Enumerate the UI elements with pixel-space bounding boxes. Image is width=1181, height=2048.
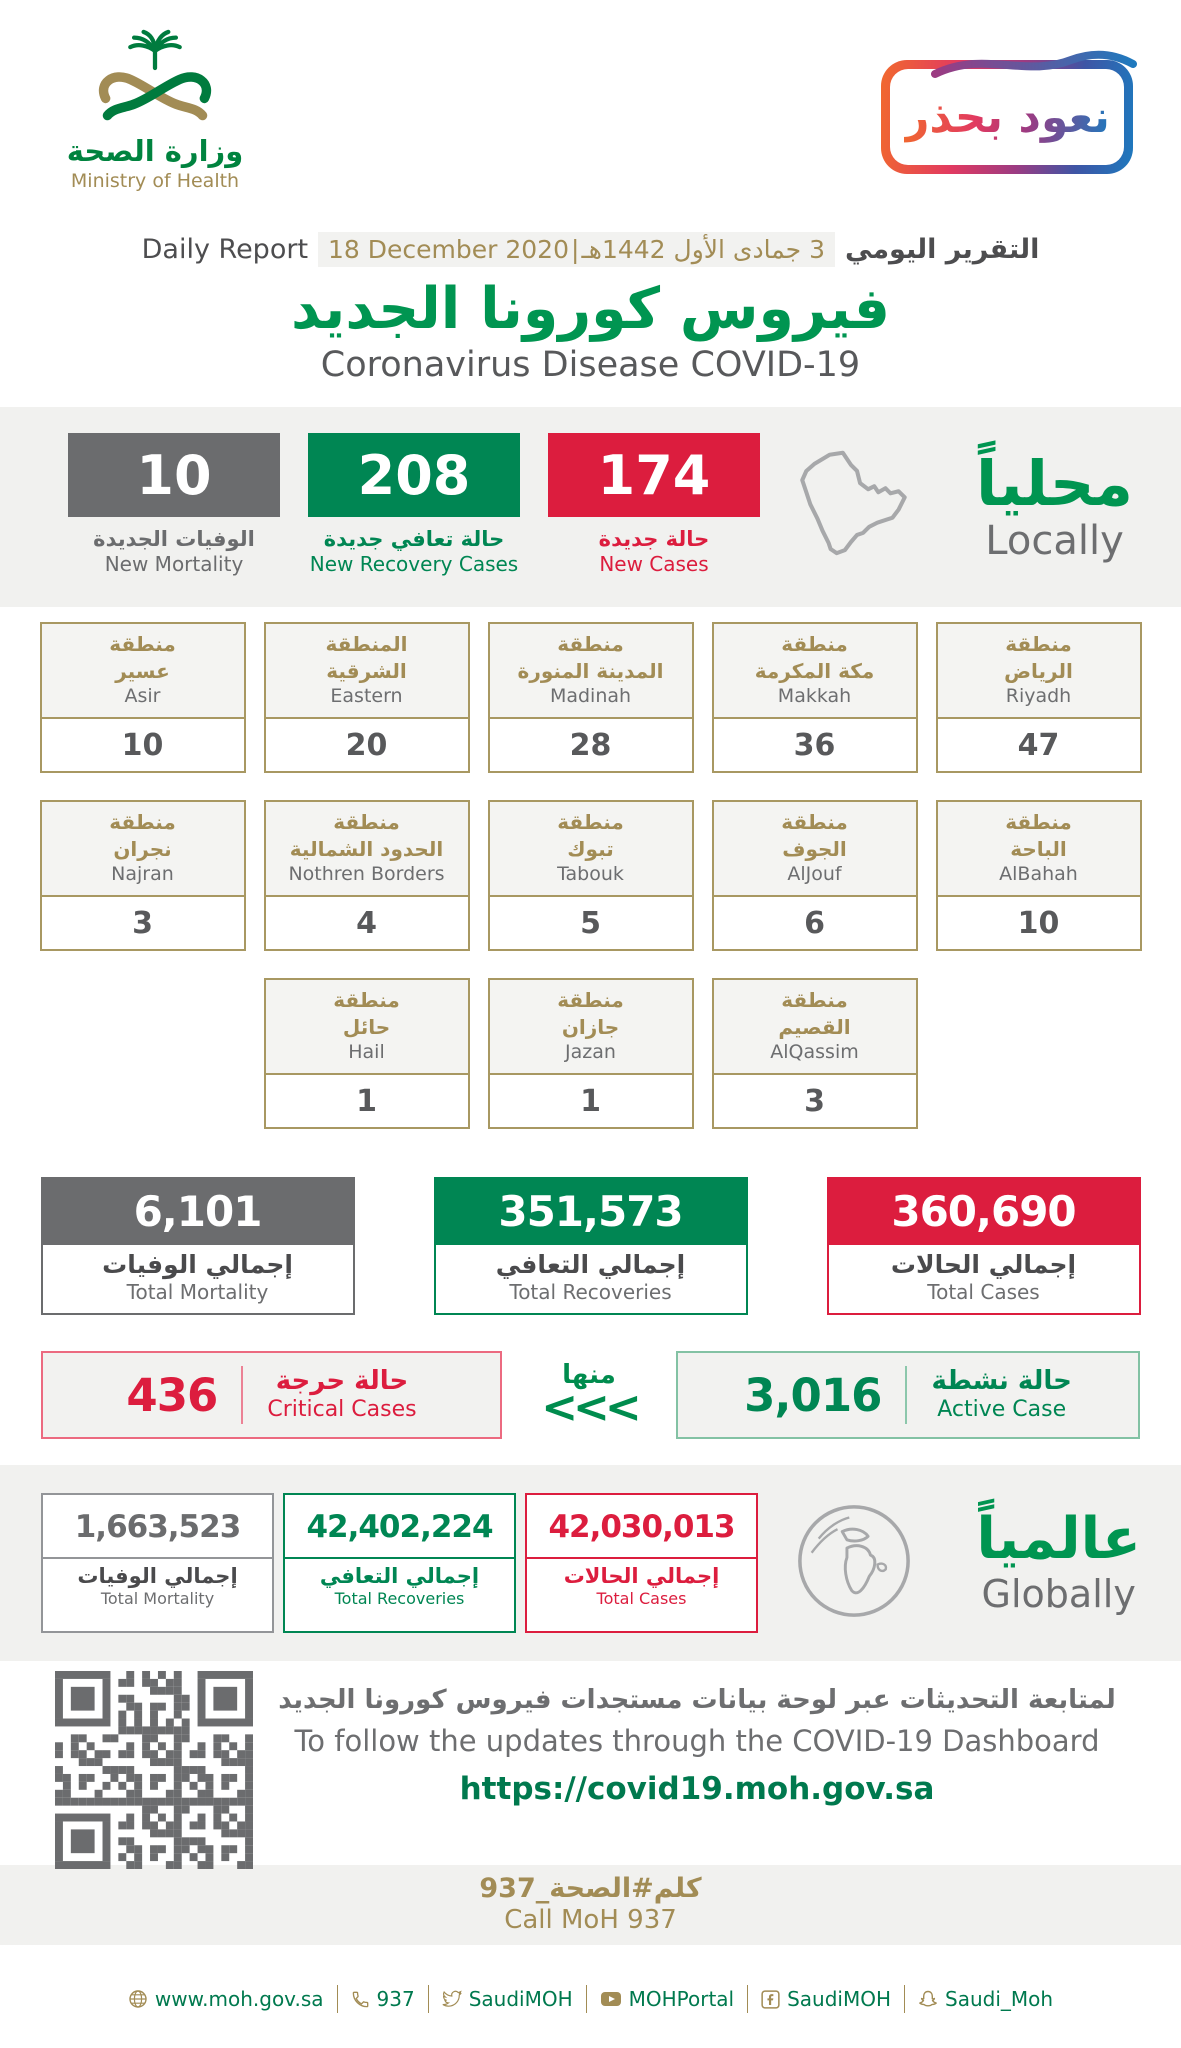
logo-title-en: Ministry of Health [70,170,240,192]
footer-link-phone[interactable] [351,1987,415,2011]
region-value: 20 [345,727,388,763]
new-recovery-value: 208 [308,433,520,517]
report-date-hijri: 3 جمادى الأول 1442هـ [581,234,825,264]
total-cases-ar: إجمالي الحالات [890,1250,1077,1279]
region-card-alqassim [712,978,918,1129]
region-name-ar: عسير [115,658,170,683]
region-name-en: Asir [124,685,161,708]
region-name-ar: منطقة [781,810,848,834]
global-mortality-ar: إجمالي الوفيات [77,1564,238,1588]
global-cases-en: Total Cases [596,1589,687,1608]
footer-link-youtube[interactable] [600,1987,735,2011]
call-moh-bar [0,1865,1181,1945]
return-with-caution-badge [881,60,1133,174]
active-cases-value: 3,016 [744,1368,882,1422]
new-recovery-label-en: New Recovery Cases [309,552,519,576]
qr-code [55,1671,253,1865]
region-name-en: Eastern [330,685,403,708]
region-name-ar: منطقة [557,632,624,656]
globe-icon [128,1989,148,2009]
global-cases-ar: إجمالي الحالات [563,1564,720,1588]
footer-link-label: SaudiMOH [468,1987,573,2011]
moh-logo [50,28,260,192]
snapchat-icon [918,1989,938,2009]
region-name-ar: مكة المكرمة [754,658,875,683]
region-row-2 [0,800,1181,951]
new-cases-label-ar: حالة جديدة [598,527,710,551]
locally-heading-ar: محلياً [976,447,1133,520]
new-recovery-stat [308,433,520,576]
region-name-ar: منطقة [781,632,848,656]
twitter-icon [442,1989,462,2009]
active-cases-en: Active Case [937,1396,1067,1422]
global-recoveries-value: 42,402,224 [285,1495,514,1559]
critical-cases-ar: حالة حرجة [275,1365,409,1396]
divider [337,1985,338,2013]
region-name-ar: الشرقية [326,658,407,683]
phone-icon [351,1990,370,2009]
region-name-en: Riyadh [1005,685,1072,708]
total-cases-value: 360,690 [829,1179,1139,1245]
global-mortality-value: 1,663,523 [43,1495,272,1559]
header [0,0,1181,225]
region-name-ar: منطقة [1005,810,1072,834]
region-value: 47 [1017,727,1060,763]
of-which-label-ar: منها [562,1360,616,1391]
regions-grid [0,607,1181,1129]
youtube-icon [600,1990,622,2008]
globe-icon [795,1501,913,1625]
region-name-ar: منطقة [109,810,176,834]
region-name-ar: منطقة [333,988,400,1012]
region-card-makkah [712,622,918,773]
footer-link-label: MOHPortal [628,1987,735,2011]
page-title-ar: فيروس كورونا الجديد [290,276,891,342]
moh-logo-icon [79,28,231,128]
region-name-ar: الحدود الشمالية [289,836,444,861]
active-cases-card [676,1351,1140,1439]
region-name-ar: منطقة [333,810,400,834]
footer-link-snapchat[interactable] [918,1987,1053,2011]
divider [586,1985,587,2013]
region-card-najran [40,800,246,951]
critical-cases-value: 436 [126,1368,218,1422]
report-date-en: 18 December 2020 [328,234,569,264]
new-mortality-label-ar: الوفيات الجديدة [93,527,255,551]
footer-link-website[interactable] [128,1987,324,2011]
global-cases-value: 42,030,013 [527,1495,756,1559]
global-recoveries-card [283,1493,516,1633]
region-name-ar: الباحة [1010,836,1067,861]
region-row-3 [0,978,1181,1129]
call-moh-en: Call MoH 937 [504,1905,677,1935]
footer-link-facebook[interactable] [761,1987,891,2011]
region-value: 28 [569,727,612,763]
total-mortality-en: Total Mortality [126,1280,269,1304]
daily-report-label-ar: التقرير اليومي [845,233,1040,265]
globally-heading [976,1506,1145,1616]
region-card-riyadh [936,622,1142,773]
total-recoveries-ar: إجمالي التعافي [495,1250,686,1279]
region-name-ar: القصيم [778,1014,851,1039]
new-recovery-label-ar: حالة تعافي جديدة [323,527,505,551]
divider [241,1366,243,1424]
locally-section [0,407,1181,607]
region-card-madinah [488,622,694,773]
globally-heading-en: Globally [981,1571,1136,1616]
global-recoveries-ar: إجمالي التعافي [319,1564,480,1588]
total-cases-card [827,1177,1141,1315]
region-row-1 [0,622,1181,773]
region-name-ar: منطقة [781,988,848,1012]
region-name-en: Nothren Borders [288,863,445,886]
region-card-tabouk [488,800,694,951]
global-mortality-en: Total Mortality [100,1589,215,1608]
region-name-en: Makkah [777,685,852,708]
new-mortality-label-en: New Mortality [104,552,244,576]
locally-heading-en: Locally [985,518,1124,565]
region-name-en: AlQassim [770,1041,859,1064]
total-mortality-card [41,1177,355,1315]
call-moh-ar: كلم#الصحة_937 [479,1873,702,1904]
footer-link-label: 937 [376,1987,415,2011]
region-name-ar: الرياض [1004,658,1073,683]
region-card-hail [264,978,470,1129]
region-name-en: Tabouk [557,863,624,886]
daily-report-label-en: Daily Report [141,233,309,265]
divider [747,1985,748,2013]
region-name-ar: منطقة [109,632,176,656]
region-name-en: Jazan [565,1041,616,1064]
dashboard-url-link[interactable]: https://covid19.moh.gov.sa [459,1771,935,1807]
footer-link-label: SaudiMOH [787,1987,892,2011]
badge-label: نعود بحذر [904,91,1110,143]
total-recoveries-en: Total Recoveries [509,1280,672,1304]
of-which-indicator [502,1360,676,1434]
region-name-ar: منطقة [1005,632,1072,656]
active-cases-ar: حالة نشطة [931,1365,1072,1396]
region-value: 36 [793,727,836,763]
region-name-en: AlBahah [999,863,1078,886]
new-cases-label-en: New Cases [599,552,709,576]
region-name-en: Najran [111,863,174,886]
region-card-northern-borders [264,800,470,951]
total-cases-en: Total Cases [927,1280,1040,1304]
region-name-ar: نجران [113,836,172,861]
chevrons-left-icon: <<< [541,1382,637,1434]
region-card-jazan [488,978,694,1129]
critical-cases-en: Critical Cases [267,1396,417,1422]
facebook-icon [761,1990,780,2009]
saudi-map-icon [784,433,926,575]
region-value: 3 [132,905,153,941]
region-value: 5 [580,905,601,941]
region-card-eastern [264,622,470,773]
region-value: 10 [121,727,164,763]
new-cases-value: 174 [548,433,760,517]
report-date-line [0,225,1181,273]
page-title-en: Coronavirus Disease COVID-19 [320,345,861,385]
region-name-ar: منطقة [557,988,624,1012]
region-name-ar: حائل [342,1014,391,1039]
region-value: 1 [356,1083,377,1119]
total-recoveries-card [434,1177,748,1315]
footer-links [0,1945,1181,2013]
global-cases-card [525,1493,758,1633]
region-value: 3 [804,1083,825,1119]
region-value: 6 [804,905,825,941]
dashboard-note-ar: لمتابعة التحديثات عبر لوحة بيانات مستجدات فيروس كورونا الجديد [278,1685,1116,1715]
badge-swoosh [875,44,1139,84]
total-mortality-ar: إجمالي الوفيات [102,1250,293,1279]
total-mortality-value: 6,101 [43,1179,353,1245]
region-card-albahah [936,800,1142,951]
global-recoveries-en: Total Recoveries [334,1589,465,1608]
total-recoveries-value: 351,573 [436,1179,746,1245]
footer-link-twitter[interactable] [442,1987,573,2011]
region-name-en: Hail [348,1041,385,1064]
new-mortality-stat [68,433,280,576]
footer-link-label: Saudi_Moh [945,1987,1054,2011]
region-name-en: Madinah [549,685,632,708]
dashboard-note-en: To follow the updates through the COVID-19 Dashboard [294,1724,1100,1758]
divider [904,1985,905,2013]
region-name-ar: الجوف [782,836,847,861]
region-card-aljouf [712,800,918,951]
local-totals [0,1177,1181,1315]
new-cases-stat [548,433,760,576]
region-name-ar: تبوك [567,836,614,861]
divider [905,1366,907,1424]
globally-section [0,1465,1181,1661]
locally-heading [976,433,1147,564]
region-card-asir [40,622,246,773]
dashboard-section [0,1661,1181,1865]
region-name-ar: جازان [561,1014,620,1039]
report-date-chip: 18 December 2020 | 3 جمادى الأول 1442هـ [318,232,835,267]
region-name-ar: المنطقة [325,632,408,656]
new-mortality-value: 10 [68,433,280,517]
global-mortality-card [41,1493,274,1633]
footer-link-label: www.moh.gov.sa [154,1987,324,2011]
divider [428,1985,429,2013]
region-value: 1 [580,1083,601,1119]
critical-active-row [0,1347,1181,1443]
region-name-ar: المدينة المنورة [517,658,664,683]
critical-cases-card [41,1351,502,1439]
logo-title-ar: وزارة الصحة [66,134,244,168]
region-name-en: AlJouf [787,863,842,886]
globally-heading-ar: عالمياً [976,1506,1141,1573]
region-value: 10 [1017,905,1060,941]
region-value: 4 [356,905,377,941]
region-name-ar: منطقة [557,810,624,834]
